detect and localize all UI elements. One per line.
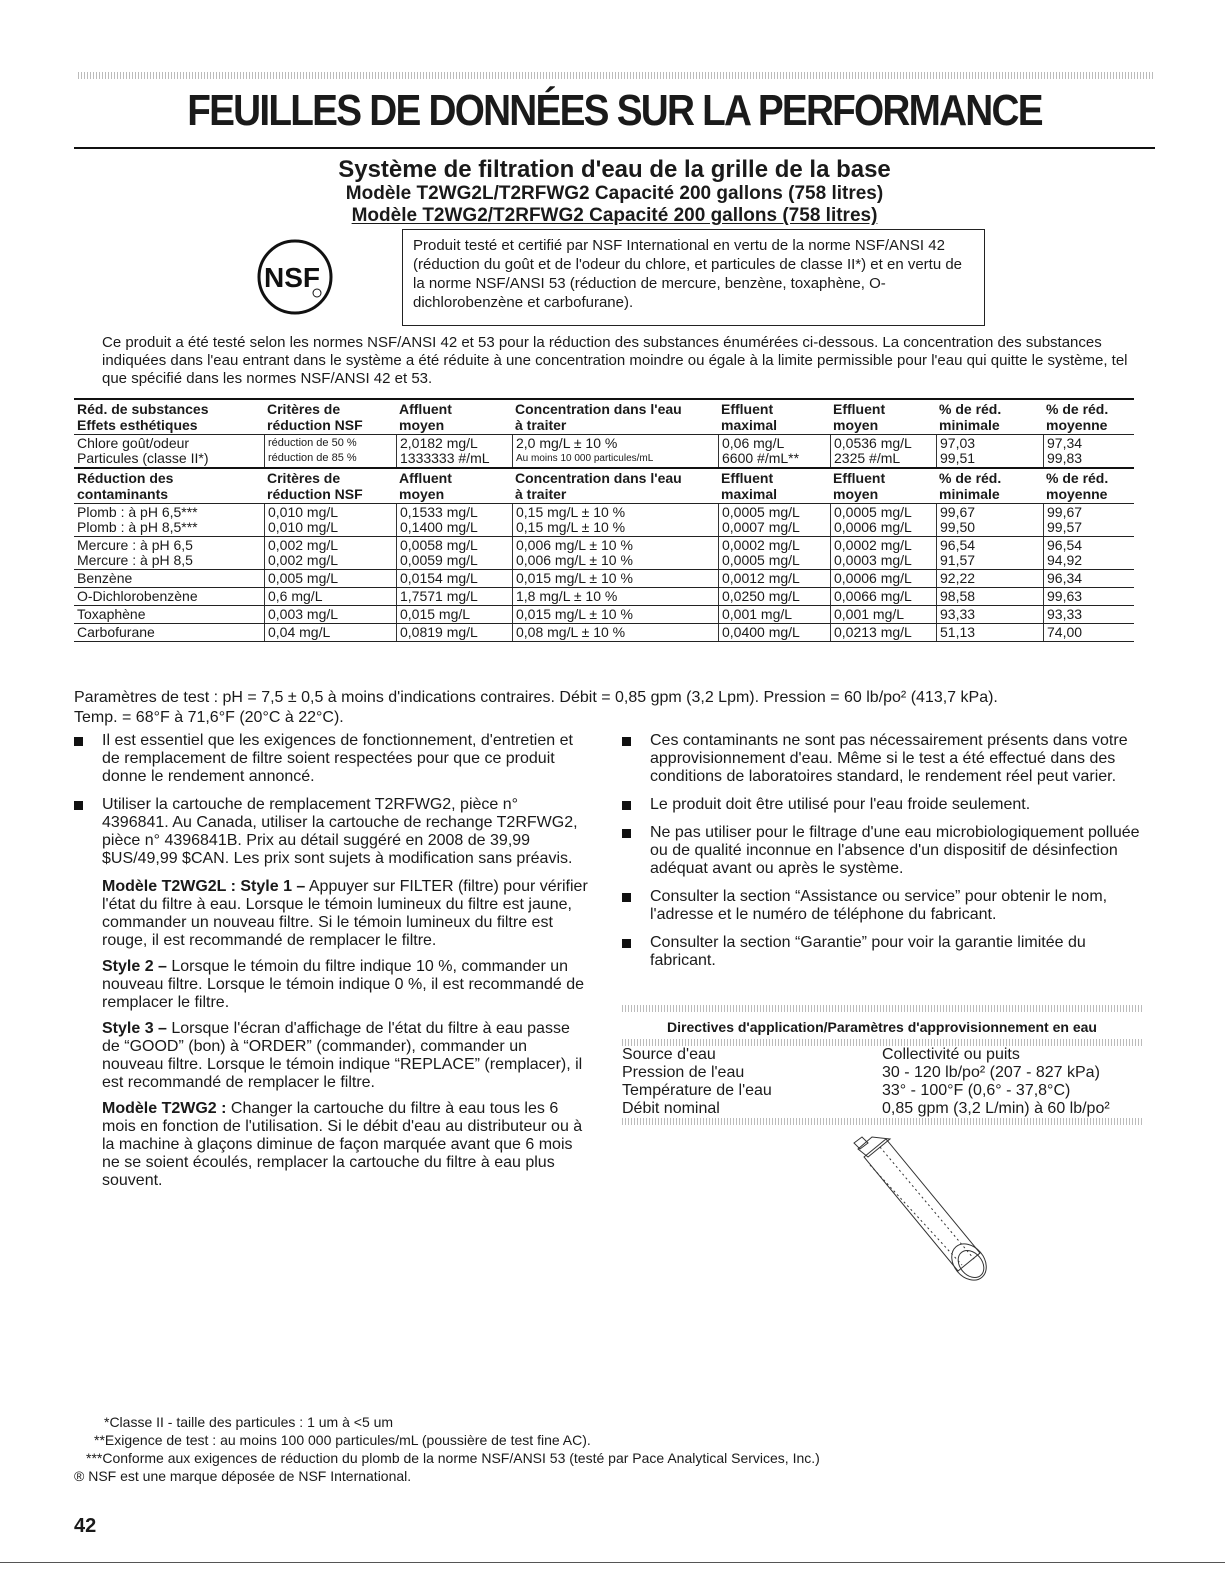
table-cell-text: 0,0066 mg/L xyxy=(834,588,912,604)
table-cell-text: 97,03 xyxy=(940,435,976,451)
table-row xyxy=(74,587,1134,605)
table-cell-text: % de réd. xyxy=(939,401,1002,417)
top-hatch-divider xyxy=(78,72,1155,79)
table-cell xyxy=(396,606,512,623)
table-cell-text: 0,0400 mg/L xyxy=(722,624,800,640)
table-cell xyxy=(74,504,264,536)
table-cell-text: 0,001 mg/L xyxy=(834,606,905,622)
table-header-cell xyxy=(396,400,512,434)
table-cell xyxy=(936,570,1043,587)
table-cell-text: 0,0012 mg/L xyxy=(722,570,800,586)
section-heading: Système de filtration d'eau de la grille de la base xyxy=(338,156,891,183)
table-cell-text: Mercure : à pH 6,5 xyxy=(77,537,193,553)
table-cell-text: moyenne xyxy=(1046,417,1108,433)
table-cell-text: % de réd. xyxy=(1046,470,1109,486)
directives-row: Débit nominal 0,85 gpm (3,2 L/min) à 60 lb/po² xyxy=(622,1100,1110,1117)
table-row xyxy=(74,536,1134,569)
style2-paragraph: Style 2 – Lorsque le témoin du filtre indique 10 %, commander un nouveau filtre. Lorsque le témoin indique 0 %, il est recommandé de remplacer le filtre. xyxy=(102,958,585,1011)
table-cell xyxy=(936,537,1043,569)
table-cell-text: 2,0 mg/L ± 10 % xyxy=(516,435,618,451)
svg-text:NSF: NSF xyxy=(264,262,320,293)
table-cell xyxy=(396,537,512,569)
table-header-cell xyxy=(512,400,718,434)
table-cell xyxy=(512,588,718,605)
left-column xyxy=(74,732,589,1198)
table-cell-text: 97,34 xyxy=(1047,435,1083,451)
table-cell xyxy=(396,504,512,536)
table-cell-text: 0,0002 mg/L xyxy=(722,537,800,553)
table-header-row xyxy=(74,467,1134,503)
table-cell-text: réduction de 50 % xyxy=(268,437,357,449)
table-cell xyxy=(718,504,830,536)
table-cell xyxy=(1043,435,1134,467)
table-cell-text: 0,0250 mg/L xyxy=(722,588,800,604)
table-cell-text: à traiter xyxy=(515,417,567,433)
bullet-square-icon xyxy=(622,939,631,948)
table-cell-text: 91,57 xyxy=(940,552,976,568)
table-cell-text: 1,7571 mg/L xyxy=(400,588,478,604)
table-cell-text: Effluent xyxy=(833,470,886,486)
table-header-cell xyxy=(1043,400,1134,434)
directives-hatch-mid xyxy=(622,1039,1142,1046)
table-cell xyxy=(264,435,396,467)
table-cell-text: 99,50 xyxy=(940,519,976,535)
table-cell-text: 0,0005 mg/L xyxy=(722,552,800,568)
table-cell-text: 99,67 xyxy=(940,504,976,520)
table-cell xyxy=(512,504,718,536)
table-cell-text: 0,0005 mg/L xyxy=(722,504,800,520)
table-cell-text: 0,010 mg/L xyxy=(268,519,339,535)
table-cell-text: % de réd. xyxy=(939,470,1002,486)
table-cell-text: 0,08 mg/L ± 10 % xyxy=(516,624,626,640)
table-cell-text: 2325 #/mL xyxy=(834,450,901,466)
table-cell-text: à traiter xyxy=(515,486,567,502)
table-cell-text: 0,006 mg/L ± 10 % xyxy=(516,552,633,568)
table-cell xyxy=(936,624,1043,641)
table-cell-text: Effluent xyxy=(833,401,886,417)
table-cell-text: 93,33 xyxy=(940,606,976,622)
table-cell-text: Critères de xyxy=(267,401,341,417)
table-cell-text: Particules (classe II*) xyxy=(77,450,209,466)
table-cell xyxy=(512,624,718,641)
footnote: ® NSF est une marque déposée de NSF International. xyxy=(74,1468,412,1484)
bullet-square-icon xyxy=(74,737,83,746)
table-cell-text: 0,003 mg/L xyxy=(268,606,339,622)
table-cell-text: 98,58 xyxy=(940,588,976,604)
table-cell-text: moyen xyxy=(833,417,879,433)
table-row xyxy=(74,434,1134,467)
table-cell-text: 94,92 xyxy=(1047,552,1083,568)
table-cell xyxy=(1043,570,1134,587)
right-column xyxy=(622,732,1142,980)
table-cell-text: 0,001 mg/L xyxy=(722,606,793,622)
table-cell-text: contaminants xyxy=(77,486,169,502)
table-cell xyxy=(718,588,830,605)
table-header-cell xyxy=(74,400,264,434)
table-cell xyxy=(264,570,396,587)
table-row xyxy=(74,623,1134,642)
table-cell-text: Concentration dans l'eau xyxy=(515,401,682,417)
table-cell-text: 0,0005 mg/L xyxy=(834,504,912,520)
directives-row: Pression de l'eau 30 - 120 lb/po² (207 - 827 kPa) xyxy=(622,1064,1100,1081)
table-cell xyxy=(936,435,1043,467)
table-cell xyxy=(396,435,512,467)
bottom-rule xyxy=(0,1562,1225,1563)
table-cell-text: 0,06 mg/L xyxy=(722,435,785,451)
table-header-cell xyxy=(830,400,936,434)
table-cell xyxy=(1043,537,1134,569)
table-cell-text: Plomb : à pH 8,5*** xyxy=(77,519,198,535)
table-cell-text: réduction NSF xyxy=(267,486,363,502)
table-cell xyxy=(74,537,264,569)
table-header-cell xyxy=(396,469,512,503)
table-cell xyxy=(718,537,830,569)
table-cell-text: Effets esthétiques xyxy=(77,417,198,433)
table-cell-text: 0,04 mg/L xyxy=(268,624,331,640)
table-cell-text: 0,0003 mg/L xyxy=(834,552,912,568)
table-header-cell xyxy=(74,469,264,503)
table-cell-text: 0,0059 mg/L xyxy=(400,552,478,568)
table-cell-text: minimale xyxy=(939,486,1000,502)
bullet-item: Ces contaminants ne sont pas nécessairement présents dans votre approvisionnement d'eau. Même si le test a été effectué dans des conditions de laboratoires standard, le rendement réel peut varier. xyxy=(622,732,1142,786)
table-cell-text: moyen xyxy=(833,486,879,502)
table-cell xyxy=(74,435,264,467)
table-cell-text: 0,0058 mg/L xyxy=(400,537,478,553)
table-cell-text: 99,63 xyxy=(1047,588,1083,604)
table-cell-text: 0,0213 mg/L xyxy=(834,624,912,640)
table-cell-text: Plomb : à pH 6,5*** xyxy=(77,504,198,520)
table-cell-text: Concentration dans l'eau xyxy=(515,470,682,486)
test-parameters xyxy=(74,688,1154,728)
table-cell-text: Benzène xyxy=(77,570,133,586)
intro-paragraph: Ce produit a été testé selon les normes NSF/ANSI 42 et 53 pour la réduction des substances énumérées ci-dessous. La concentration des substances indiquées dans l'eau entrant dans le système a été réduite à une concentration moindre ou égale à la limite permissible pour l'eau qui quitte le système, tel que spécifié dans les normes NSF/ANSI 42 et 53. xyxy=(102,334,1128,387)
footnote: **Exigence de test : au moins 100 000 particules/mL (poussière de test fine AC). xyxy=(94,1432,591,1448)
table-cell-text: 0,005 mg/L xyxy=(268,570,339,586)
directives-hatch-top xyxy=(622,1005,1142,1012)
certification-box: Produit testé et certifié par NSF International en vertu de la norme NSF/ANSI 42 (réduction du goût et de l'odeur du chlore, et particules de classe II*) et en vertu de la norme NSF/ANSI 53 (réduction de mercure, benzène, toxaphène, O-dichlorobenzène et carbofurane). xyxy=(402,229,985,326)
table-cell-text: 0,0006 mg/L xyxy=(834,570,912,586)
bullet-item: Il est essentiel que les exigences de fonctionnement, d'entretien et de remplacement de filtre soient respectées pour que ce produit donne le rendement annoncé. xyxy=(74,732,589,786)
table-cell-text: 99,83 xyxy=(1047,450,1083,466)
bullet-square-icon xyxy=(622,829,631,838)
directives-table xyxy=(622,1005,1142,1125)
table-cell-text: O-Dichlorobenzène xyxy=(77,588,198,604)
table-cell-text: 96,34 xyxy=(1047,570,1083,586)
table-cell xyxy=(830,588,936,605)
table-cell-text: 74,00 xyxy=(1047,624,1083,640)
table-cell xyxy=(830,606,936,623)
table-cell-text: 92,22 xyxy=(940,570,976,586)
table-cell-text: 6600 #/mL** xyxy=(722,450,800,466)
table-cell-text: 0,002 mg/L xyxy=(268,552,339,568)
table-cell-text: 1333333 #/mL xyxy=(400,450,490,466)
table-cell-text: 96,54 xyxy=(1047,537,1083,553)
table-cell xyxy=(936,504,1043,536)
table-cell-text: 0,0154 mg/L xyxy=(400,570,478,586)
table-cell xyxy=(1043,504,1134,536)
table-cell xyxy=(396,588,512,605)
table-cell xyxy=(830,504,936,536)
table-cell-text: 0,15 mg/L ± 10 % xyxy=(516,519,626,535)
table-row xyxy=(74,569,1134,587)
table-cell xyxy=(1043,606,1134,623)
table-header-cell xyxy=(830,469,936,503)
table-cell xyxy=(936,588,1043,605)
table-cell xyxy=(264,624,396,641)
table-cell xyxy=(830,435,936,467)
table-cell-text: Toxaphène xyxy=(77,606,146,622)
footnotes xyxy=(74,1413,1074,1485)
table-cell-text: 0,0536 mg/L xyxy=(834,435,912,451)
style3-paragraph: Style 3 – Lorsque l'écran d'affichage de l'état du filtre à eau passe de “GOOD” (bon) à “ORDER” (commander), commander un nouveau filtre. Lorsque le témoin indique “REPLACE” (remplacer), il est recommandé de remplacer le filtre. xyxy=(102,1020,583,1091)
table-cell xyxy=(264,588,396,605)
table-cell-text: maximal xyxy=(721,486,778,502)
table-cell-text: Carbofurane xyxy=(77,624,155,640)
table-cell-text: 0,15 mg/L ± 10 % xyxy=(516,504,626,520)
table-cell-text: 0,1533 mg/L xyxy=(400,504,478,520)
table-cell xyxy=(1043,624,1134,641)
table-cell-text: moyen xyxy=(399,417,445,433)
bullet-item: Consulter la section “Garantie” pour voir la garantie limitée du fabricant. xyxy=(622,934,1142,970)
directives-row: Source d'eau Collectivité ou puits xyxy=(622,1046,1020,1063)
table-cell-text: 0,0819 mg/L xyxy=(400,624,478,640)
table-cell xyxy=(1043,588,1134,605)
test-parameters-line-2: Temp. = 68°F à 71,6°F (20°C à 22°C). xyxy=(74,709,344,726)
directives-title: Directives d'application/Paramètres d'approvisionnement en eau xyxy=(667,1019,1097,1035)
table-cell-text: Chlore goût/odeur xyxy=(77,435,190,451)
table-cell-text: 0,1400 mg/L xyxy=(400,519,478,535)
table-header-cell xyxy=(1043,469,1134,503)
table-cell-text: Réd. de substances xyxy=(77,401,209,417)
bullet-square-icon xyxy=(622,893,631,902)
table-cell-text: 0,0007 mg/L xyxy=(722,519,800,535)
table-cell-text: 0,006 mg/L ± 10 % xyxy=(516,537,633,553)
table-cell-text: 2,0182 mg/L xyxy=(400,435,478,451)
table-cell xyxy=(718,606,830,623)
water-filter-cartridge-illustration xyxy=(850,1135,990,1295)
bullet-square-icon xyxy=(74,801,83,810)
table-cell xyxy=(830,570,936,587)
table-cell xyxy=(512,606,718,623)
table-cell xyxy=(512,537,718,569)
footnote: ***Conforme aux exigences de réduction du plomb de la norme NSF/ANSI 53 (testé par Pace Analytical Services, Inc.) xyxy=(86,1450,820,1466)
table-header-cell xyxy=(718,400,830,434)
table-cell-text: 0,002 mg/L xyxy=(268,537,339,553)
style1-paragraph: Modèle T2WG2L : Style 1 – Appuyer sur FILTER (filtre) pour vérifier l'état du filtre à eau. Lorsque le témoin lumineux du filtre est jaune, commander un nouveau filtre. Si le témoin lumineux du filtre est rouge, il est recommandé de remplacer le filtre. xyxy=(102,878,588,949)
directives-hatch-bottom xyxy=(622,1118,1142,1125)
table-cell xyxy=(830,624,936,641)
footnote: *Classe II - taille des particules : 1 um à <5 um xyxy=(104,1414,394,1430)
table-cell-text: Effluent xyxy=(721,401,774,417)
table-cell-text: 51,13 xyxy=(940,624,976,640)
table-row xyxy=(74,503,1134,536)
table-cell-text: Mercure : à pH 8,5 xyxy=(77,552,193,568)
table-cell xyxy=(74,606,264,623)
table-cell xyxy=(512,435,718,467)
table-cell-text: 0,015 mg/L ± 10 % xyxy=(516,606,633,622)
table-cell-text: 1,8 mg/L ± 10 % xyxy=(516,588,618,604)
table-cell-text: 0,010 mg/L xyxy=(268,504,339,520)
page-number: 42 xyxy=(74,1515,97,1537)
table-cell xyxy=(396,624,512,641)
table-cell-text: Au moins 10 000 particules/mL xyxy=(516,453,654,464)
table-cell-text: réduction NSF xyxy=(267,417,363,433)
table-cell-text: 99,67 xyxy=(1047,504,1083,520)
table-cell-text: 0,0002 mg/L xyxy=(834,537,912,553)
table-cell-text: Effluent xyxy=(721,470,774,486)
bullet-item: Ne pas utiliser pour le filtrage d'une eau microbiologiquement polluée ou de qualité inconnue en l'absence d'un dispositif de désinfection adéquat avant ou après le système. xyxy=(622,824,1142,878)
table-header-cell xyxy=(512,469,718,503)
model-line-2: Modèle T2WG2/T2RFWG2 Capacité 200 gallons (758 litres) xyxy=(351,205,878,226)
model-line-1: Modèle T2WG2L/T2RFWG2 Capacité 200 gallons (758 litres) xyxy=(345,183,884,204)
table-cell-text: 0,015 mg/L xyxy=(400,606,471,622)
bullet-item: Le produit doit être utilisé pour l'eau froide seulement. xyxy=(622,796,1142,814)
table-cell xyxy=(74,570,264,587)
table-cell-text: 0,015 mg/L ± 10 % xyxy=(516,570,633,586)
title-rule xyxy=(74,147,1155,149)
table-cell xyxy=(936,606,1043,623)
table-header-cell xyxy=(264,469,396,503)
table-cell xyxy=(830,537,936,569)
table-cell xyxy=(718,570,830,587)
table-cell-text: 99,51 xyxy=(940,450,976,466)
page-title: FEUILLES DE DONNÉES SUR LA PERFORMANCE xyxy=(187,86,1042,135)
bullet-item: Consulter la section “Assistance ou service” pour obtenir le nom, l'adresse et le numéro de téléphone du fabricant. xyxy=(622,888,1142,924)
table-header-cell xyxy=(264,400,396,434)
table-cell-text: 96,54 xyxy=(940,537,976,553)
performance-table xyxy=(74,398,1134,642)
table-cell-text: 93,33 xyxy=(1047,606,1083,622)
table-cell-text: Critères de xyxy=(267,470,341,486)
table-header-cell xyxy=(936,469,1043,503)
table-cell-text: % de réd. xyxy=(1046,401,1109,417)
table-cell xyxy=(264,606,396,623)
table-cell-text: minimale xyxy=(939,417,1000,433)
table-cell-text: Réduction des xyxy=(77,470,174,486)
nsf-logo-icon xyxy=(255,237,335,317)
bullet-square-icon xyxy=(622,801,631,810)
table-cell-text: Affluent xyxy=(399,401,452,417)
table-cell-text: moyenne xyxy=(1046,486,1108,502)
bullet-square-icon xyxy=(622,737,631,746)
table-cell-text: Affluent xyxy=(399,470,452,486)
table-cell xyxy=(74,588,264,605)
table-cell-text: 0,0006 mg/L xyxy=(834,519,912,535)
table-header-cell xyxy=(718,469,830,503)
table-cell-text: 0,6 mg/L xyxy=(268,588,323,604)
directives-row: Température de l'eau 33° - 100°F (0,6° - 37,8°C) xyxy=(622,1082,1071,1099)
t2wg2-paragraph: Modèle T2WG2 : Changer la cartouche du filtre à eau tous les 6 mois en fonction de l'utilisation. Si le débit d'eau au distributeur ou à la machine à glaçons diminue de façon marquée avant que 6 mois ne se soient écoulés, remplacer la cartouche du filtre à eau plus souvent. xyxy=(102,1100,583,1189)
table-cell-text: réduction de 85 % xyxy=(268,452,357,464)
table-cell xyxy=(396,570,512,587)
table-row xyxy=(74,605,1134,623)
table-header-cell xyxy=(936,400,1043,434)
table-cell xyxy=(718,624,830,641)
table-cell-text: maximal xyxy=(721,417,778,433)
table-cell xyxy=(264,537,396,569)
table-cell-text: moyen xyxy=(399,486,445,502)
table-cell xyxy=(74,624,264,641)
bullet-item: Utiliser la cartouche de remplacement T2RFWG2, pièce n° 4396841. Au Canada, utiliser la cartouche de rechange T2RFWG2, pièce n° 4396841B. Prix au détail suggéré en 2008 de 39,99 $US/49,99 $CAN. Les prix sont sujets à modification sans préavis. xyxy=(74,796,589,868)
table-cell xyxy=(718,435,830,467)
table-cell-text: 99,57 xyxy=(1047,519,1083,535)
test-parameters-line-1: Paramètres de test : pH = 7,5 ± 0,5 à moins d'indications contraires. Débit = 0,85 gpm (3,2 Lpm). Pression = 60 lb/po² (413,7 kPa). xyxy=(74,689,998,706)
table-cell xyxy=(512,570,718,587)
table-header-row xyxy=(74,398,1134,434)
table-cell xyxy=(264,504,396,536)
